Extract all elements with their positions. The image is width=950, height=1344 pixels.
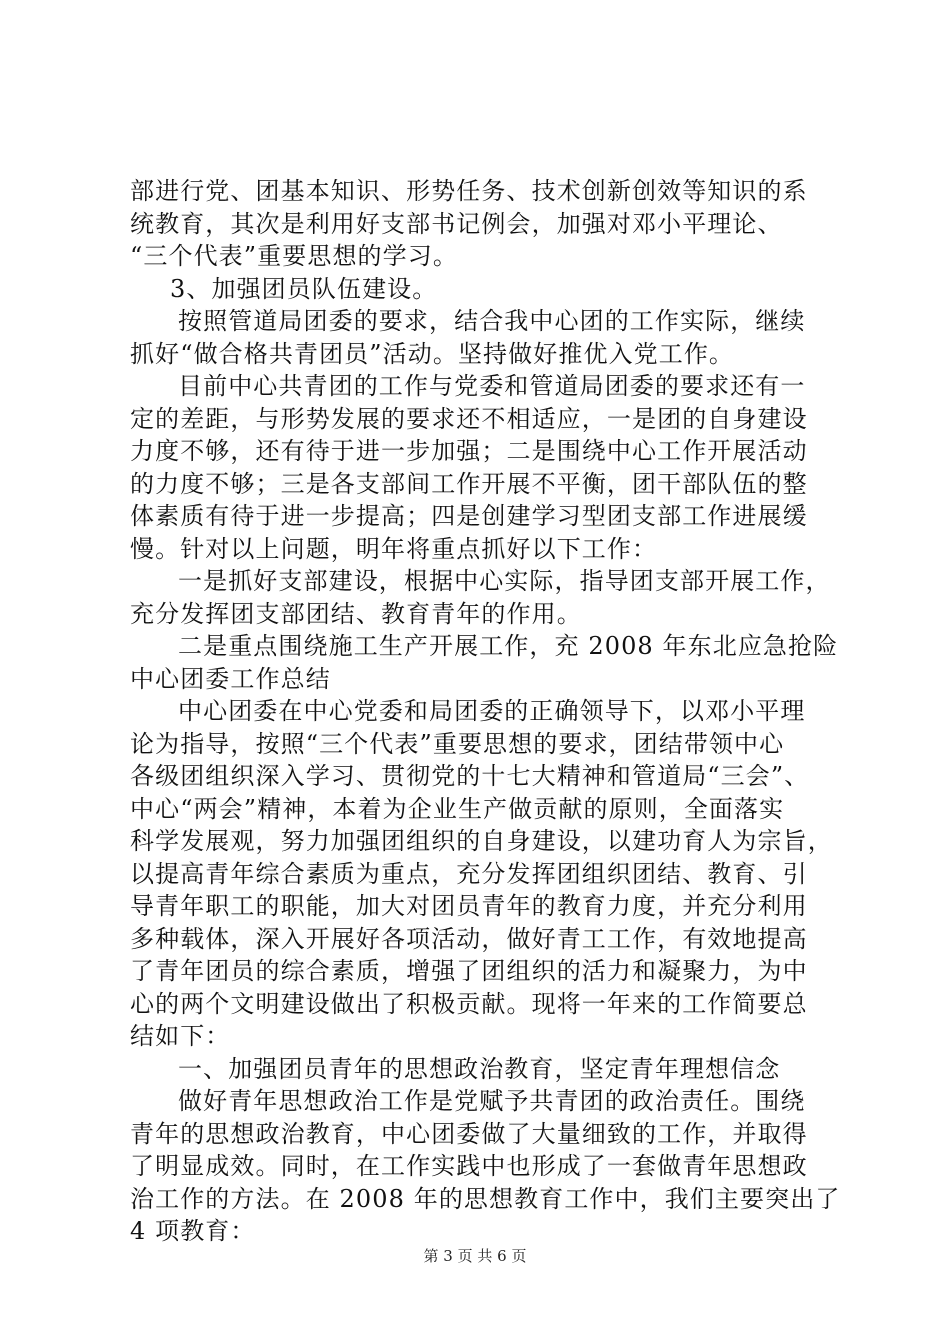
text-line: 论为指导，按照“三个代表”重要思想的要求，团结带领中心	[130, 729, 785, 758]
text-line: 科学发展观，努力加强团组织的自身建设，以建功育人为宗旨，	[130, 827, 833, 855]
text-line: 一、加强团员青年的思想政治教育，坚定青年理想信念	[178, 1054, 781, 1083]
text-line: 慢。针对以上问题，明年将重点抓好以下工作：	[130, 534, 658, 563]
text-line: 青年的思想政治教育，中心团委做了大量细致的工作，并取得	[130, 1119, 808, 1148]
text-line: 治工作的方法。在 2008 年的思想教育工作中，我们主要突出了	[130, 1184, 841, 1213]
text-line: 以提高青年综合素质为重点，充分发挥团组织团结、教育、引	[130, 859, 808, 888]
text-line: 导青年职工的职能，加大对团员青年的教育力度，并充分利用	[130, 892, 808, 920]
text-line: 4 项教育：	[130, 1217, 256, 1245]
text-line: 中心“两会”精神，本着为企业生产做贡献的原则，全面落实	[130, 794, 785, 823]
page-footer: 第 3 页 共 6 页	[423, 1247, 527, 1265]
text-line: 部进行党、团基本知识、形势任务、技术创新创效等知识的系	[130, 177, 808, 205]
text-line: 统教育，其次是利用好支部书记例会，加强对邓小平理论、	[130, 209, 783, 238]
text-line: 中心团委在中心党委和局团委的正确领导下，以邓小平理	[178, 697, 806, 725]
text-line: 中心团委工作总结	[130, 664, 331, 693]
text-line: 力度不够，还有待于进一步加强；二是围绕中心工作开展活动	[130, 437, 808, 465]
text-line: 了明显成效。同时，在工作实践中也形成了一套做青年思想政	[130, 1152, 808, 1180]
text-line: 一是抓好支部建设，根据中心实际，指导团支部开展工作，	[178, 567, 831, 595]
text-line: 定的差距，与形势发展的要求还不相适应，一是团的自身建设	[130, 404, 808, 433]
text-line: 做好青年思想政治工作是党赋予共青团的政治责任。围绕	[178, 1087, 806, 1115]
text-line: 了青年团员的综合素质，增强了团组织的活力和凝聚力，为中	[130, 957, 808, 985]
text-line: 各级团组织深入学习、贯彻党的十七大精神和管道局“三会”、	[130, 762, 810, 790]
body-text	[130, 175, 850, 1248]
text-line: 按照管道局团委的要求，结合我中心团的工作实际，继续	[178, 307, 806, 335]
text-line: 的力度不够；三是各支部间工作开展不平衡，团干部队伍的整	[130, 469, 808, 498]
text-line: 结如下：	[130, 1022, 231, 1050]
text-line: “三个代表”重要思想的学习。	[130, 242, 458, 270]
text-line: 心的两个文明建设做出了积极贡献。现将一年来的工作简要总	[130, 989, 808, 1018]
text-line: 目前中心共青团的工作与党委和管道局团委的要求还有一	[178, 372, 806, 400]
text-line: 二是重点围绕施工生产开展工作，充 2008 年东北应急抢险	[178, 632, 839, 660]
text-line: 抓好“做合格共青团员”活动。坚持做好推优入党工作。	[130, 339, 735, 368]
text-line: 3、加强团员队伍建设。	[170, 274, 438, 303]
text-line: 体素质有待于进一步提高；四是创建学习型团支部工作进展缓	[130, 502, 808, 530]
text-line: 充分发挥团支部团结、教育青年的作用。	[130, 599, 582, 628]
text-line: 多种载体，深入开展好各项活动，做好青工工作，有效地提高	[130, 924, 808, 953]
